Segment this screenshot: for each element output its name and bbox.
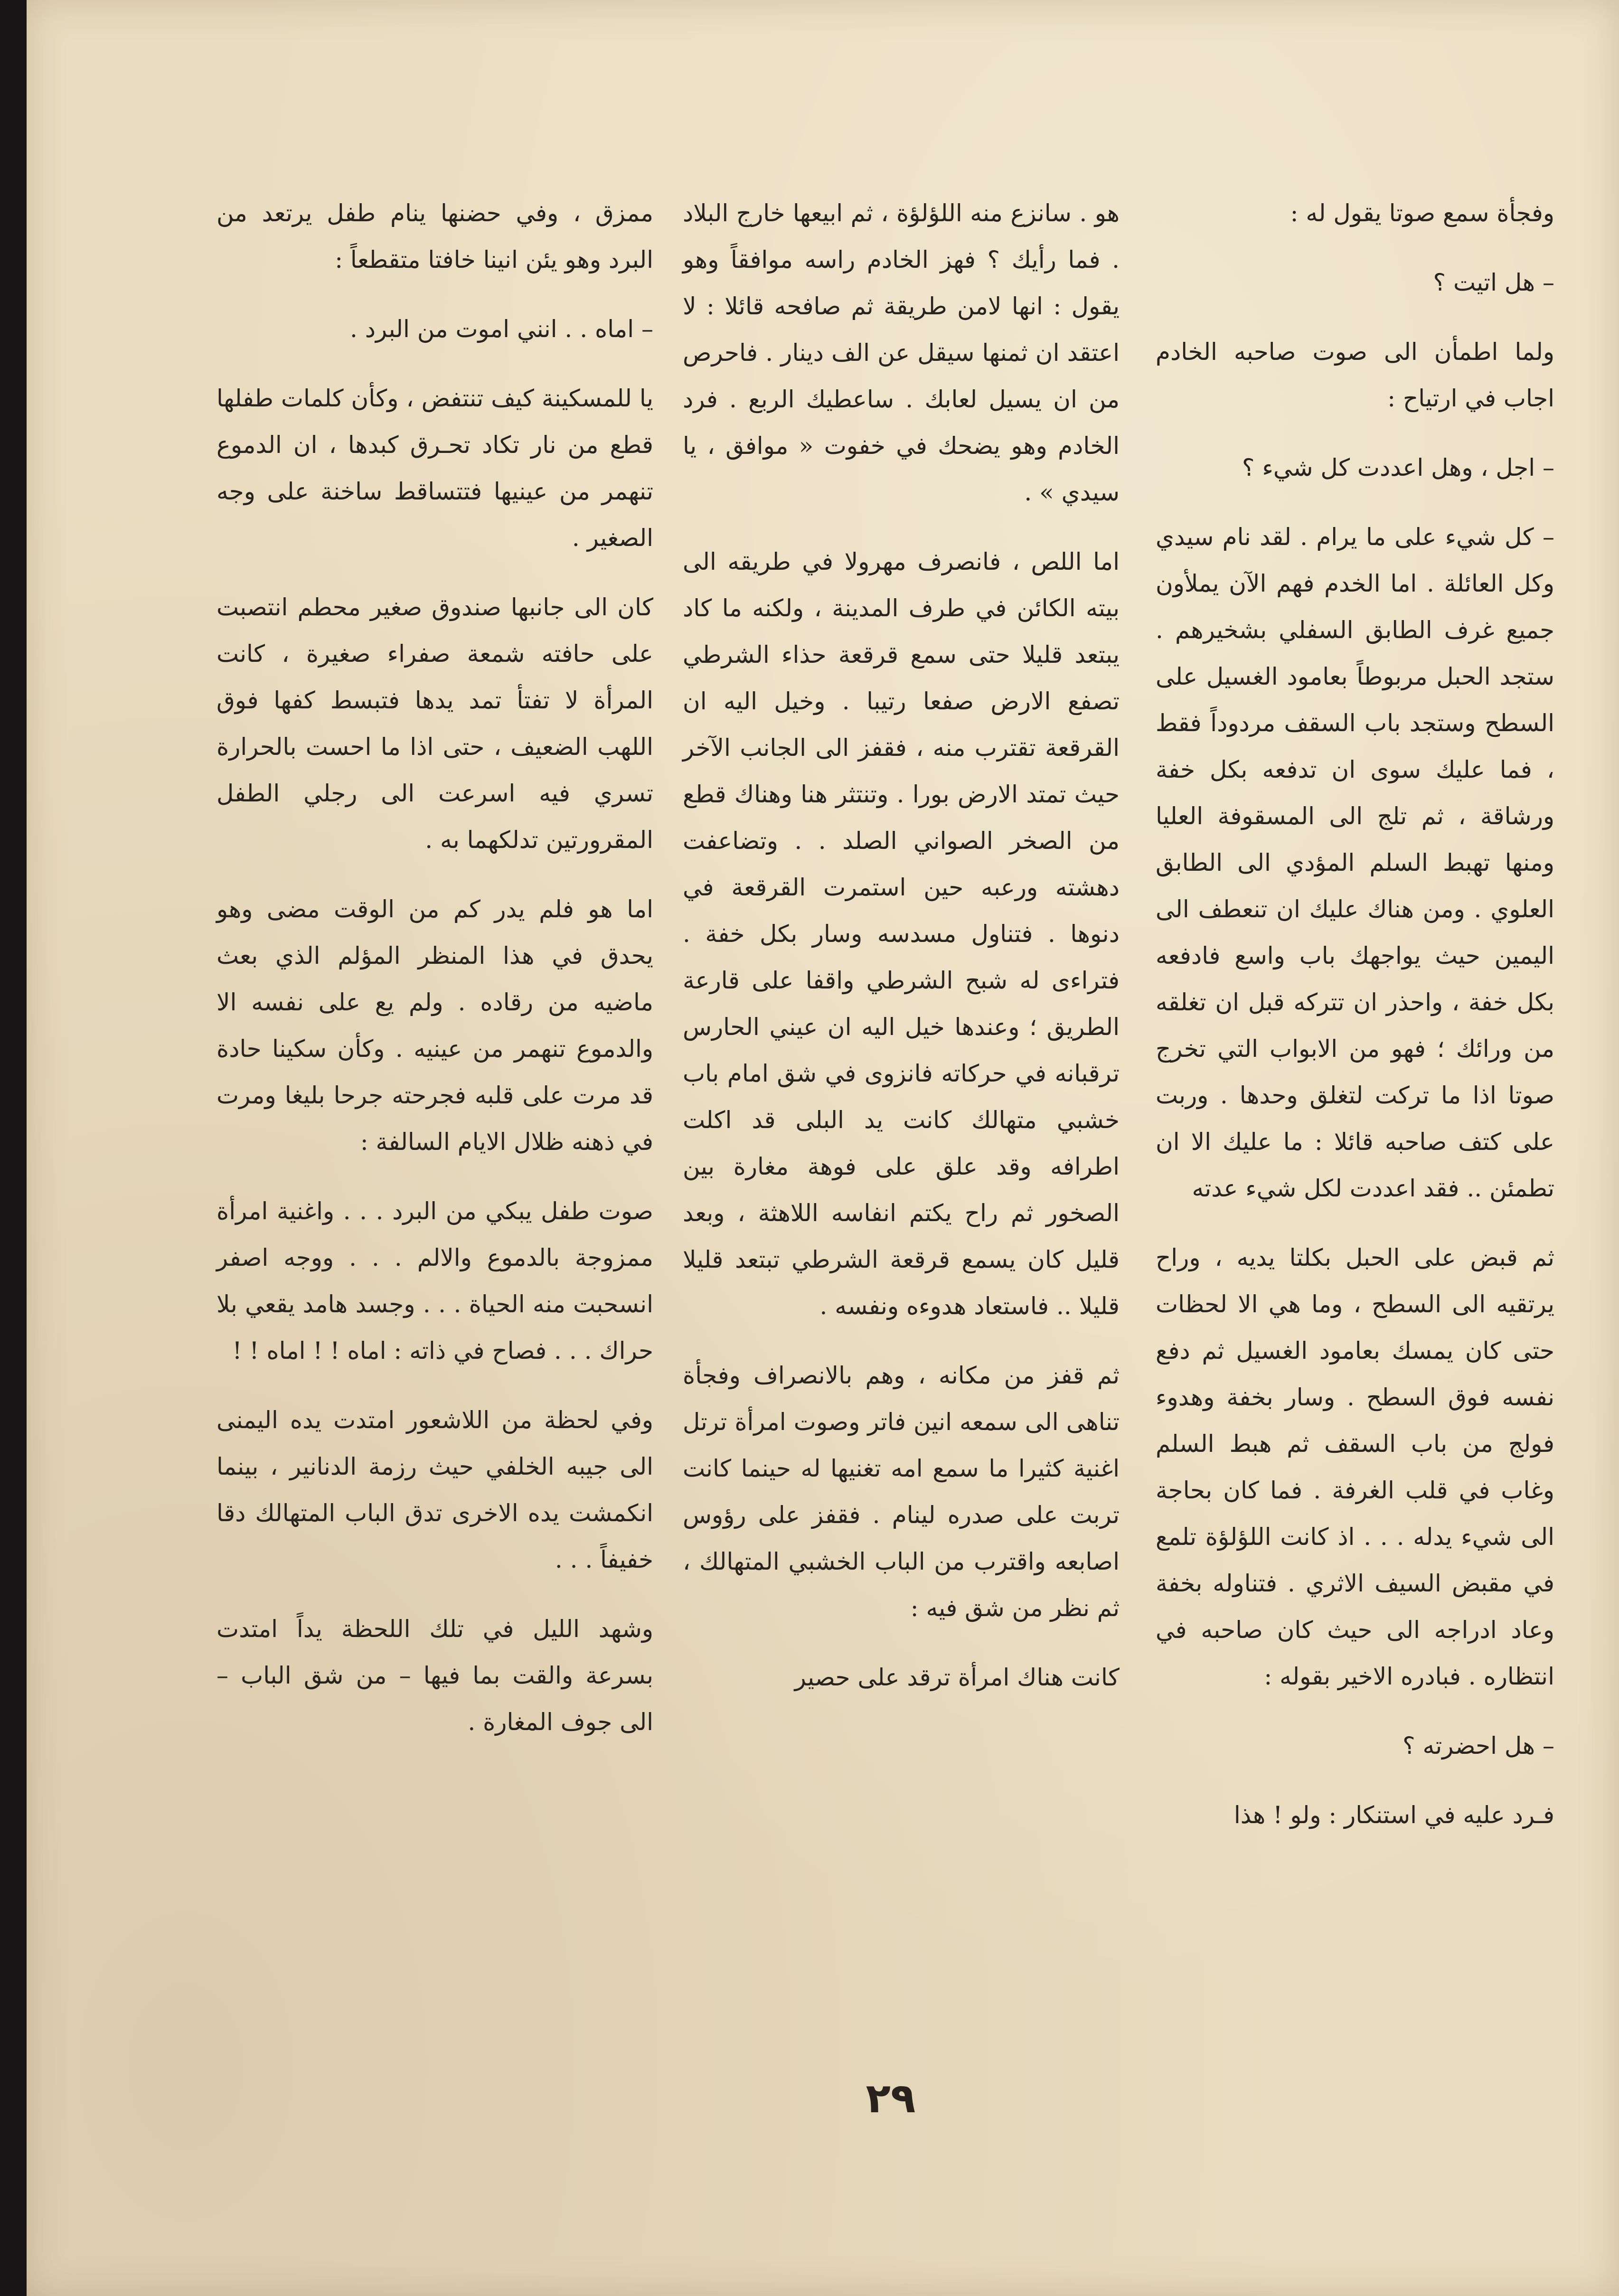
paragraph: – هل احضرته ؟ bbox=[1403, 1732, 1554, 1760]
paragraph: اما هو فلم يدر كم من الوقت مضى وهو يحدق في هذا المنظر المؤلم الذي بعث ماضيه من رقاده . ولم يع على نفسه الا والدموع تنهمر من عينيه . وكأن سكينا حادة قد مرت على قلبه فجرحته جرحا بليغا ومرت في ذهنه ظلال الايام السالفة : bbox=[216, 895, 653, 1156]
page-number: ٢٩ bbox=[866, 2075, 916, 2122]
text-column-right bbox=[1156, 190, 1554, 1861]
text-column-middle bbox=[683, 190, 1120, 1723]
text-column-left bbox=[216, 190, 653, 1768]
paragraph: – هل اتيت ؟ bbox=[1433, 269, 1554, 296]
paragraph: – اجل ، وهل اعددت كل شيء ؟ bbox=[1242, 454, 1554, 481]
paragraph: يا للمسكينة كيف تنتفض ، وكأن كلمات طفلها قطع من نار تكاد تحـرق كبدها ، ان الدموع تنهمر من عينيها فتتساقط ساخنة على وجه الصغير . bbox=[216, 385, 653, 552]
paragraph: فـرد عليه في استنكار : ولو ! هذا bbox=[1233, 1801, 1554, 1829]
paragraph: وفي لحظة من اللاشعور امتدت يده اليمنى الى جيبه الخلفي حيث رزمة الدنانير ، بينما انكمشت يده الاخرى تدق الباب المتهالك دقا خفيفاً . . . bbox=[216, 1406, 653, 1573]
paragraph: كان الى جانبها صندوق صغير محطم انتصبت على حافته شمعة صفراء صغيرة ، كانت المرأة لا تفتأ تمد يدها فتبسط كفها فوق اللهب الضعيف ، حتى اذا ما احست بالحرارة تسري فيه اسرعت الى رجلي الطفل المقرورتين تدلكهما به . bbox=[216, 593, 653, 854]
paragraph: وشهد الليل في تلك اللحظة يداً امتدت بسرعة والقت بما فيها – من شق الباب – الى جوف المغارة . bbox=[216, 1615, 653, 1736]
paragraph: ممزق ، وفي حضنها ينام طفل يرتعد من البرد وهو يئن انينا خافتا متقطعاً : bbox=[216, 199, 653, 273]
paragraph: ولما اطمأن الى صوت صاحبه الخادم اجاب في ارتياح : bbox=[1156, 338, 1554, 412]
paragraph: ثم قفز من مكانه ، وهم بالانصراف وفجأة تناهى الى سمعه انين فاتر وصوت امرأة ترتل اغنية كثيرا ما سمع امه تغنيها له حينما كانت تربت على صدره لينام . فقفز على رؤوس اصابعه واقترب من الباب الخشبي المتهالك ، ثم نظر من شق فيه : bbox=[683, 1362, 1120, 1622]
paragraph: – كل شيء على ما يرام . لقد نام سيدي وكل العائلة . اما الخدم فهم الآن يملأون جميع غرف الطابق السفلي بشخيرهم . ستجد الحبل مربوطاً بعامود الغسيل على السطح وستجد باب السقف مردوداً فقط ، فما عليك سوى ان تدفعه بكل خفة ورشاقة ، ثم تلج الى المسقوفة العليا ومنها تهبط السلم المؤدي الى الطابق العلوي . ومن هناك عليك ان تنعطف الى اليمين حيث يواجهك باب واسع فادفعه بكل خفة ، واحذر ان تتركه قبل ان تغلقه من ورائك ؛ فهو من الابواب التي تخرج صوتا اذا ما تركت لتغلق وحدها . وربت على كتف صاحبه قائلا : ما عليك الا ان تطمئن .. فقد اعددت لكل شيء عدته bbox=[1156, 523, 1554, 1202]
magazine-page bbox=[27, 0, 1619, 2296]
paragraph: وفجأة سمع صوتا يقول له : bbox=[1290, 199, 1554, 227]
paragraph: هو . سانزع منه اللؤلؤة ، ثم ابيعها خارج البلاد . فما رأيك ؟ فهز الخادم راسه موافقاً وهو يقول : انها لامن طريقة ثم صافحه قائلا : لا اعتقد ان ثمنها سيقل عن الف دينار . فاحرص من ان يسيل لعابك . ساعطيك الربع . فرد الخادم وهو يضحك في خفوت « موافق ، يا سيدي » . bbox=[683, 199, 1120, 506]
paragraph: ثم قبض على الحبل بكلتا يديه ، وراح يرتقيه الى السطح ، وما هي الا لحظات حتى كان يمسك بعامود الغسيل ثم دفع نفسه فوق السطح . وسار بخفة وهدوء فولج من باب السقف ثم هبط السلم وغاب في قلب الغرفة . فما كان بحاجة الى شيء يدله . . . اذ كانت اللؤلؤة تلمع في مقبض السيف الاثري . فتناوله بخفة وعاد ادراجه الى حيث كان صاحبه في انتظاره . فبادره الاخير بقوله : bbox=[1156, 1244, 1554, 1690]
paragraph: – اماه . . انني اموت من البرد . bbox=[350, 315, 653, 343]
paragraph: صوت طفل يبكي من البرد . . . واغنية امرأة ممزوجة بالدموع والالم . . . ووجه اصفر انسحبت منه الحياة . . . وجسد هامد يقعي بلا حراك . . . فصاح في ذاته : اماه ! ! اماه ! ! bbox=[216, 1197, 653, 1364]
paragraph: اما اللص ، فانصرف مهرولا في طريقه الى بيته الكائن في طرف المدينة ، ولكنه ما كاد يبتعد قليلا حتى سمع قرقعة حذاء الشرطي تصفع الارض صفعا رتيبا . وخيل اليه ان القرقعة تقترب منه ، فقفز الى الجانب الآخر حيث تمتد الارض بورا . وتنتثر هنا وهناك قطع من الصخر الصواني الصلد . . وتضاعفت دهشته ورعبه حين استمرت القرقعة في دنوها . فتناول مسدسه وسار بكل خفة . فتراءى له شبح الشرطي واقفا على قارعة الطريق ؛ وعندها خيل اليه ان عيني الحارس ترقبانه في حركاته فانزوى في شق امام باب خشبي متهالك كانت يد البلى قد اكلت اطرافه وقد علق على فوهة مغارة بين الصخور ثم راح يكتم انفاسه اللاهثة ، وبعد قليل كان يسمع قرقعة الشرطي تبتعد قليلا قليلا .. فاستعاد هدوءه ونفسه . bbox=[683, 548, 1120, 1320]
paragraph: كانت هناك امرأة ترقد على حصير bbox=[794, 1664, 1120, 1691]
